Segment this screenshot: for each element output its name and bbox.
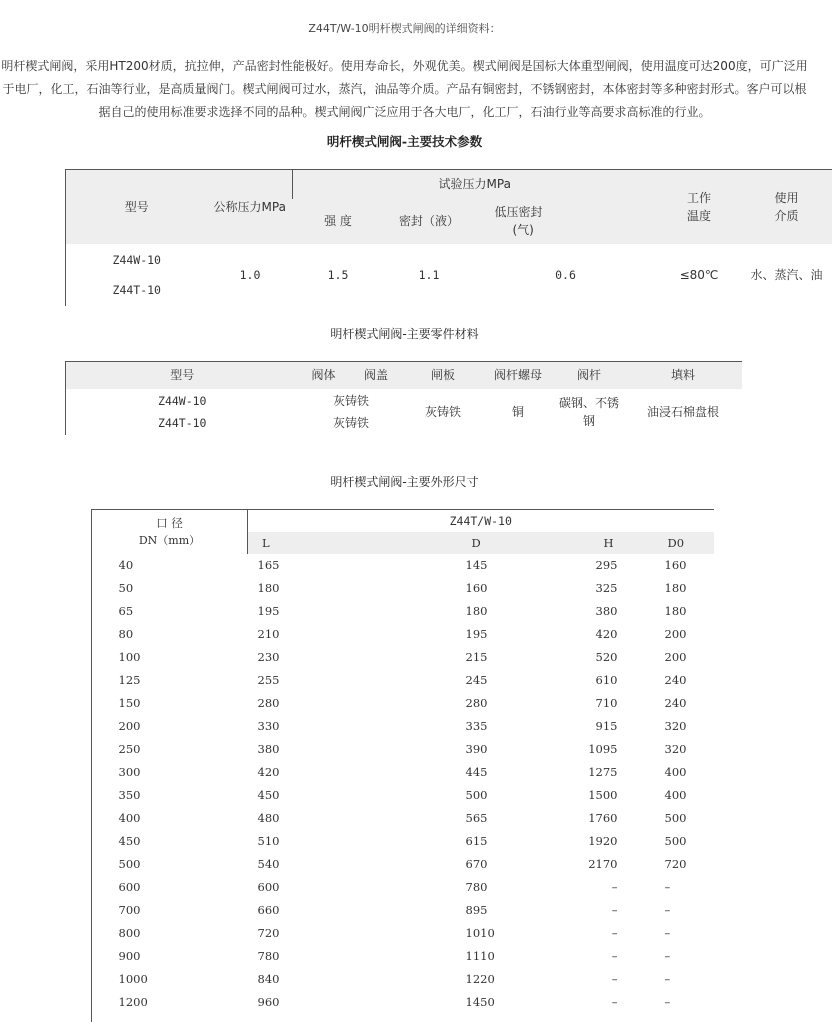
tech-params-table (65, 169, 832, 306)
dim-cell-d: 1110 (465, 949, 495, 963)
dim-cell-d0: 200 (664, 627, 687, 641)
dim-cell-l: 180 (257, 581, 280, 595)
tech-model-2: Z44T-10 (112, 282, 161, 297)
dim-cell-d: 1220 (465, 972, 495, 986)
mat-stem-nut: 铜 (511, 404, 524, 419)
dim-cell-dn: 300 (118, 765, 141, 779)
dim-cell-h: – (611, 880, 618, 894)
tech-low-pressure-seal: 0.6 (555, 267, 576, 282)
dim-cell-l: 420 (257, 765, 280, 779)
dim-cell-l: 840 (257, 972, 280, 986)
header-low-pressure-seal-line2: (气) (512, 223, 534, 237)
header-working-temp-line2: 温度 (687, 208, 712, 223)
dim-cell-h: 325 (595, 581, 618, 595)
dim-cell-l: 255 (257, 673, 280, 687)
tech-seal: 1.1 (418, 267, 440, 282)
dimensions-title: 明杆楔式闸阀-主要外形尺寸 (330, 475, 479, 489)
dim-cell-h: 915 (595, 719, 618, 733)
tech-medium: 水、蒸汽、油 (750, 267, 823, 282)
materials-table (65, 361, 742, 435)
dimension-row (92, 577, 714, 600)
dim-cell-l: 510 (257, 834, 280, 848)
dim-cell-d: 280 (465, 696, 488, 710)
dim-cell-d0: 240 (664, 696, 687, 710)
dim-cell-dn: 65 (118, 604, 134, 618)
dim-cell-l: 210 (257, 627, 280, 641)
dim-header-H: H (603, 535, 614, 550)
mat-body-cell (299, 389, 404, 435)
dim-cell-d0: 160 (664, 558, 687, 572)
dim-header-D: D (471, 535, 481, 550)
header-working-temp (657, 170, 742, 244)
dim-cell-l: 450 (257, 788, 280, 802)
mat-body-2: 灰铸铁 (332, 415, 369, 430)
dimension-row (92, 554, 714, 577)
dim-cell-dn: 1000 (118, 972, 148, 986)
dim-cell-dn: 800 (118, 926, 141, 940)
dim-cell-d0: 400 (664, 765, 687, 779)
dim-cell-d: 160 (465, 581, 488, 595)
dim-cell-d0: – (664, 903, 671, 917)
dimension-row (92, 761, 714, 784)
tech-model-cell (66, 244, 208, 306)
mat-header-gate: 闸板 (404, 362, 483, 389)
dim-cell-dn: 80 (118, 627, 134, 641)
dim-cell-dn: 100 (118, 650, 141, 664)
dim-cell-l: 165 (257, 558, 280, 572)
dim-cell-d0: – (664, 880, 671, 894)
dim-cell-l: 600 (257, 880, 280, 894)
dimension-row (92, 623, 714, 646)
dim-cell-l: 540 (257, 857, 280, 871)
dimension-row (92, 692, 714, 715)
dim-cell-d0: 720 (664, 857, 687, 871)
mat-header-bonnet: 阀盖 (349, 362, 404, 389)
dim-cell-dn: 200 (118, 719, 141, 733)
header-medium-line1: 使用 (774, 190, 799, 205)
dim-cell-h: 520 (595, 650, 618, 664)
mat-packing: 油浸石棉盘根 (646, 404, 719, 419)
dim-cell-d0: – (664, 995, 671, 1009)
header-medium-line2: 介质 (774, 208, 799, 223)
tech-params-title: 明杆楔式闸阀-主要技术参数 (326, 134, 483, 149)
dim-cell-d: 445 (465, 765, 488, 779)
dim-cell-h: 420 (595, 627, 618, 641)
header-test-pressure: 试验压力MPa (293, 170, 657, 199)
dim-cell-l: 780 (257, 949, 280, 963)
dim-cell-l: 230 (257, 650, 280, 664)
dim-cell-h: – (611, 926, 618, 940)
dim-cell-d: 670 (465, 857, 488, 871)
dim-cell-l: 380 (257, 742, 280, 756)
dim-cell-d0: 320 (664, 719, 687, 733)
dim-cell-h: 1760 (588, 811, 618, 825)
dim-cell-dn: 700 (118, 903, 141, 917)
dim-cell-l: 960 (257, 995, 280, 1009)
dim-cell-d: 1450 (465, 995, 495, 1009)
mat-header-body: 阀体 (299, 362, 349, 389)
mat-stem-1: 碳钢、不锈 (558, 395, 619, 410)
dim-cell-h: 1275 (588, 765, 618, 779)
dim-cell-d0: 400 (664, 788, 687, 802)
dimension-row (92, 600, 714, 623)
materials-title: 明杆楔式闸阀-主要零件材料 (330, 327, 479, 341)
dimension-row (92, 738, 714, 761)
dim-cell-h: – (611, 972, 618, 986)
mat-model-cell (66, 389, 299, 435)
dim-cell-l: 660 (257, 903, 280, 917)
dim-header-L: L (262, 535, 270, 550)
dim-cell-l: 330 (257, 719, 280, 733)
dim-cell-d0: – (664, 926, 671, 940)
dim-cell-d0: 180 (664, 604, 687, 618)
dim-cell-d: 895 (465, 903, 488, 917)
dimensions-table (91, 509, 714, 1014)
mat-header-model: 型号 (66, 362, 299, 389)
dimension-row (92, 991, 714, 1014)
dimension-row (92, 715, 714, 738)
tech-working-temp: ≤80℃ (679, 267, 719, 282)
document-title: Z44T/W-10明杆楔式闸阀的详细资料： (308, 22, 501, 35)
dim-cell-h: 610 (595, 673, 618, 687)
dim-header-model: Z44T/W-10 (248, 510, 714, 532)
dimension-row (92, 899, 714, 922)
dim-cell-h: – (611, 995, 618, 1009)
intro-paragraph (0, 55, 809, 124)
dim-cell-h: 1920 (588, 834, 618, 848)
dim-cell-dn: 450 (118, 834, 141, 848)
dimension-row (92, 922, 714, 945)
dim-cell-d: 780 (465, 880, 488, 894)
dim-cell-d: 615 (465, 834, 488, 848)
intro-line: 于电厂，化工，石油等行业，是高质量阀门。楔式闸阀可过水，蒸汽，油品等介质。产品有铜密封，不锈钢密封，本体密封等多种密封形式。客户可以根 (2, 82, 807, 96)
dim-cell-d: 1010 (465, 926, 495, 940)
dim-cell-d: 215 (465, 650, 488, 664)
dim-cell-h: – (611, 949, 618, 963)
dimension-row (92, 830, 714, 853)
header-seal-liquid: 密封（液） (384, 199, 475, 244)
dim-cell-l: 280 (257, 696, 280, 710)
tech-model-1: Z44W-10 (112, 252, 161, 267)
dim-cell-dn: 125 (118, 673, 141, 687)
dim-cell-d0: 500 (664, 834, 687, 848)
dim-cell-d0: 500 (664, 811, 687, 825)
header-working-temp-line1: 工作 (687, 190, 712, 205)
dim-header-D0: D0 (667, 535, 685, 550)
dim-cell-d: 565 (465, 811, 488, 825)
tech-nominal-pressure: 1.0 (239, 267, 261, 282)
dim-cell-h: 710 (595, 696, 618, 710)
dim-cell-l: 720 (257, 926, 280, 940)
mat-stem-2: 钢 (582, 413, 595, 428)
mat-gate: 灰铸铁 (424, 404, 461, 419)
mat-model-2: Z44T-10 (158, 415, 207, 430)
header-medium (742, 170, 832, 244)
mat-header-stem: 阀杆 (554, 362, 625, 389)
dim-cell-d: 145 (465, 558, 488, 572)
header-nominal-pressure: 公称压力MPa (208, 170, 293, 244)
dimension-row (92, 784, 714, 807)
dim-cell-d0: 180 (664, 581, 687, 595)
mat-header-stem-nut: 阀杆螺母 (483, 362, 554, 389)
dim-cell-d0: 320 (664, 742, 687, 756)
intro-line: 明杆楔式闸阀，采用HT200材质，抗拉伸，产品密封性能极好。使用寿命长，外观优美。楔式闸阀是国标大体重型闸阀，使用温度可达200度，可广泛用 (1, 59, 808, 73)
dim-header-caliber (92, 510, 248, 554)
dim-cell-d0: 200 (664, 650, 687, 664)
dim-cell-h: 2170 (588, 857, 618, 871)
header-low-pressure-seal (475, 199, 657, 244)
mat-stem-cell (554, 389, 625, 435)
dim-cell-dn: 400 (118, 811, 141, 825)
dim-cell-dn: 600 (118, 880, 141, 894)
dim-cell-d0: – (664, 972, 671, 986)
dim-cell-dn: 150 (118, 696, 141, 710)
dim-cell-d: 500 (465, 788, 488, 802)
dim-cell-dn: 50 (118, 581, 134, 595)
dim-cell-dn: 900 (118, 949, 141, 963)
mat-header-packing: 填料 (625, 362, 742, 389)
dim-cell-d: 180 (465, 604, 488, 618)
dimensions-left-border (91, 553, 92, 1022)
dimensions-body (92, 554, 714, 1014)
dim-cell-dn: 40 (118, 558, 134, 572)
header-model: 型号 (66, 170, 208, 244)
dimension-row (92, 669, 714, 692)
mat-body-1: 灰铸铁 (332, 393, 369, 408)
dim-header-caliber-line1: 口 径 (156, 515, 183, 530)
dim-cell-dn: 250 (118, 742, 141, 756)
dim-header-caliber-line2: DN（mm） (138, 533, 201, 547)
intro-line: 据自己的使用标准要求选择不同的品种。楔式闸阀广泛应用于各大电厂，化工厂，石油行业等高要求高标准的行业。 (98, 105, 711, 119)
dim-cell-dn: 350 (118, 788, 141, 802)
dim-cell-d: 195 (465, 627, 488, 641)
dimension-row (92, 968, 714, 991)
dim-cell-d: 335 (465, 719, 488, 733)
dim-cell-h: – (611, 903, 618, 917)
dim-cell-h: 380 (595, 604, 618, 618)
dimension-row (92, 853, 714, 876)
dim-cell-dn: 1200 (118, 995, 148, 1009)
mat-model-1: Z44W-10 (158, 393, 207, 408)
tech-strength: 1.5 (327, 267, 349, 282)
dim-cell-d: 390 (465, 742, 488, 756)
dimension-row (92, 876, 714, 899)
dimension-row (92, 807, 714, 830)
dim-cell-dn: 500 (118, 857, 141, 871)
dim-cell-d0: 240 (664, 673, 687, 687)
header-low-pressure-seal-line1: 低压密封 (494, 205, 543, 219)
dim-cell-d0: – (664, 949, 671, 963)
dimension-row (92, 646, 714, 669)
dim-cell-h: 1095 (588, 742, 618, 756)
dimension-row (92, 945, 714, 968)
dim-cell-l: 480 (257, 811, 280, 825)
dim-cell-d: 245 (465, 673, 488, 687)
dim-cell-l: 195 (257, 604, 280, 618)
dim-cell-h: 295 (595, 558, 618, 572)
dim-cell-h: 1500 (588, 788, 618, 802)
header-strength: 强 度 (293, 199, 384, 244)
